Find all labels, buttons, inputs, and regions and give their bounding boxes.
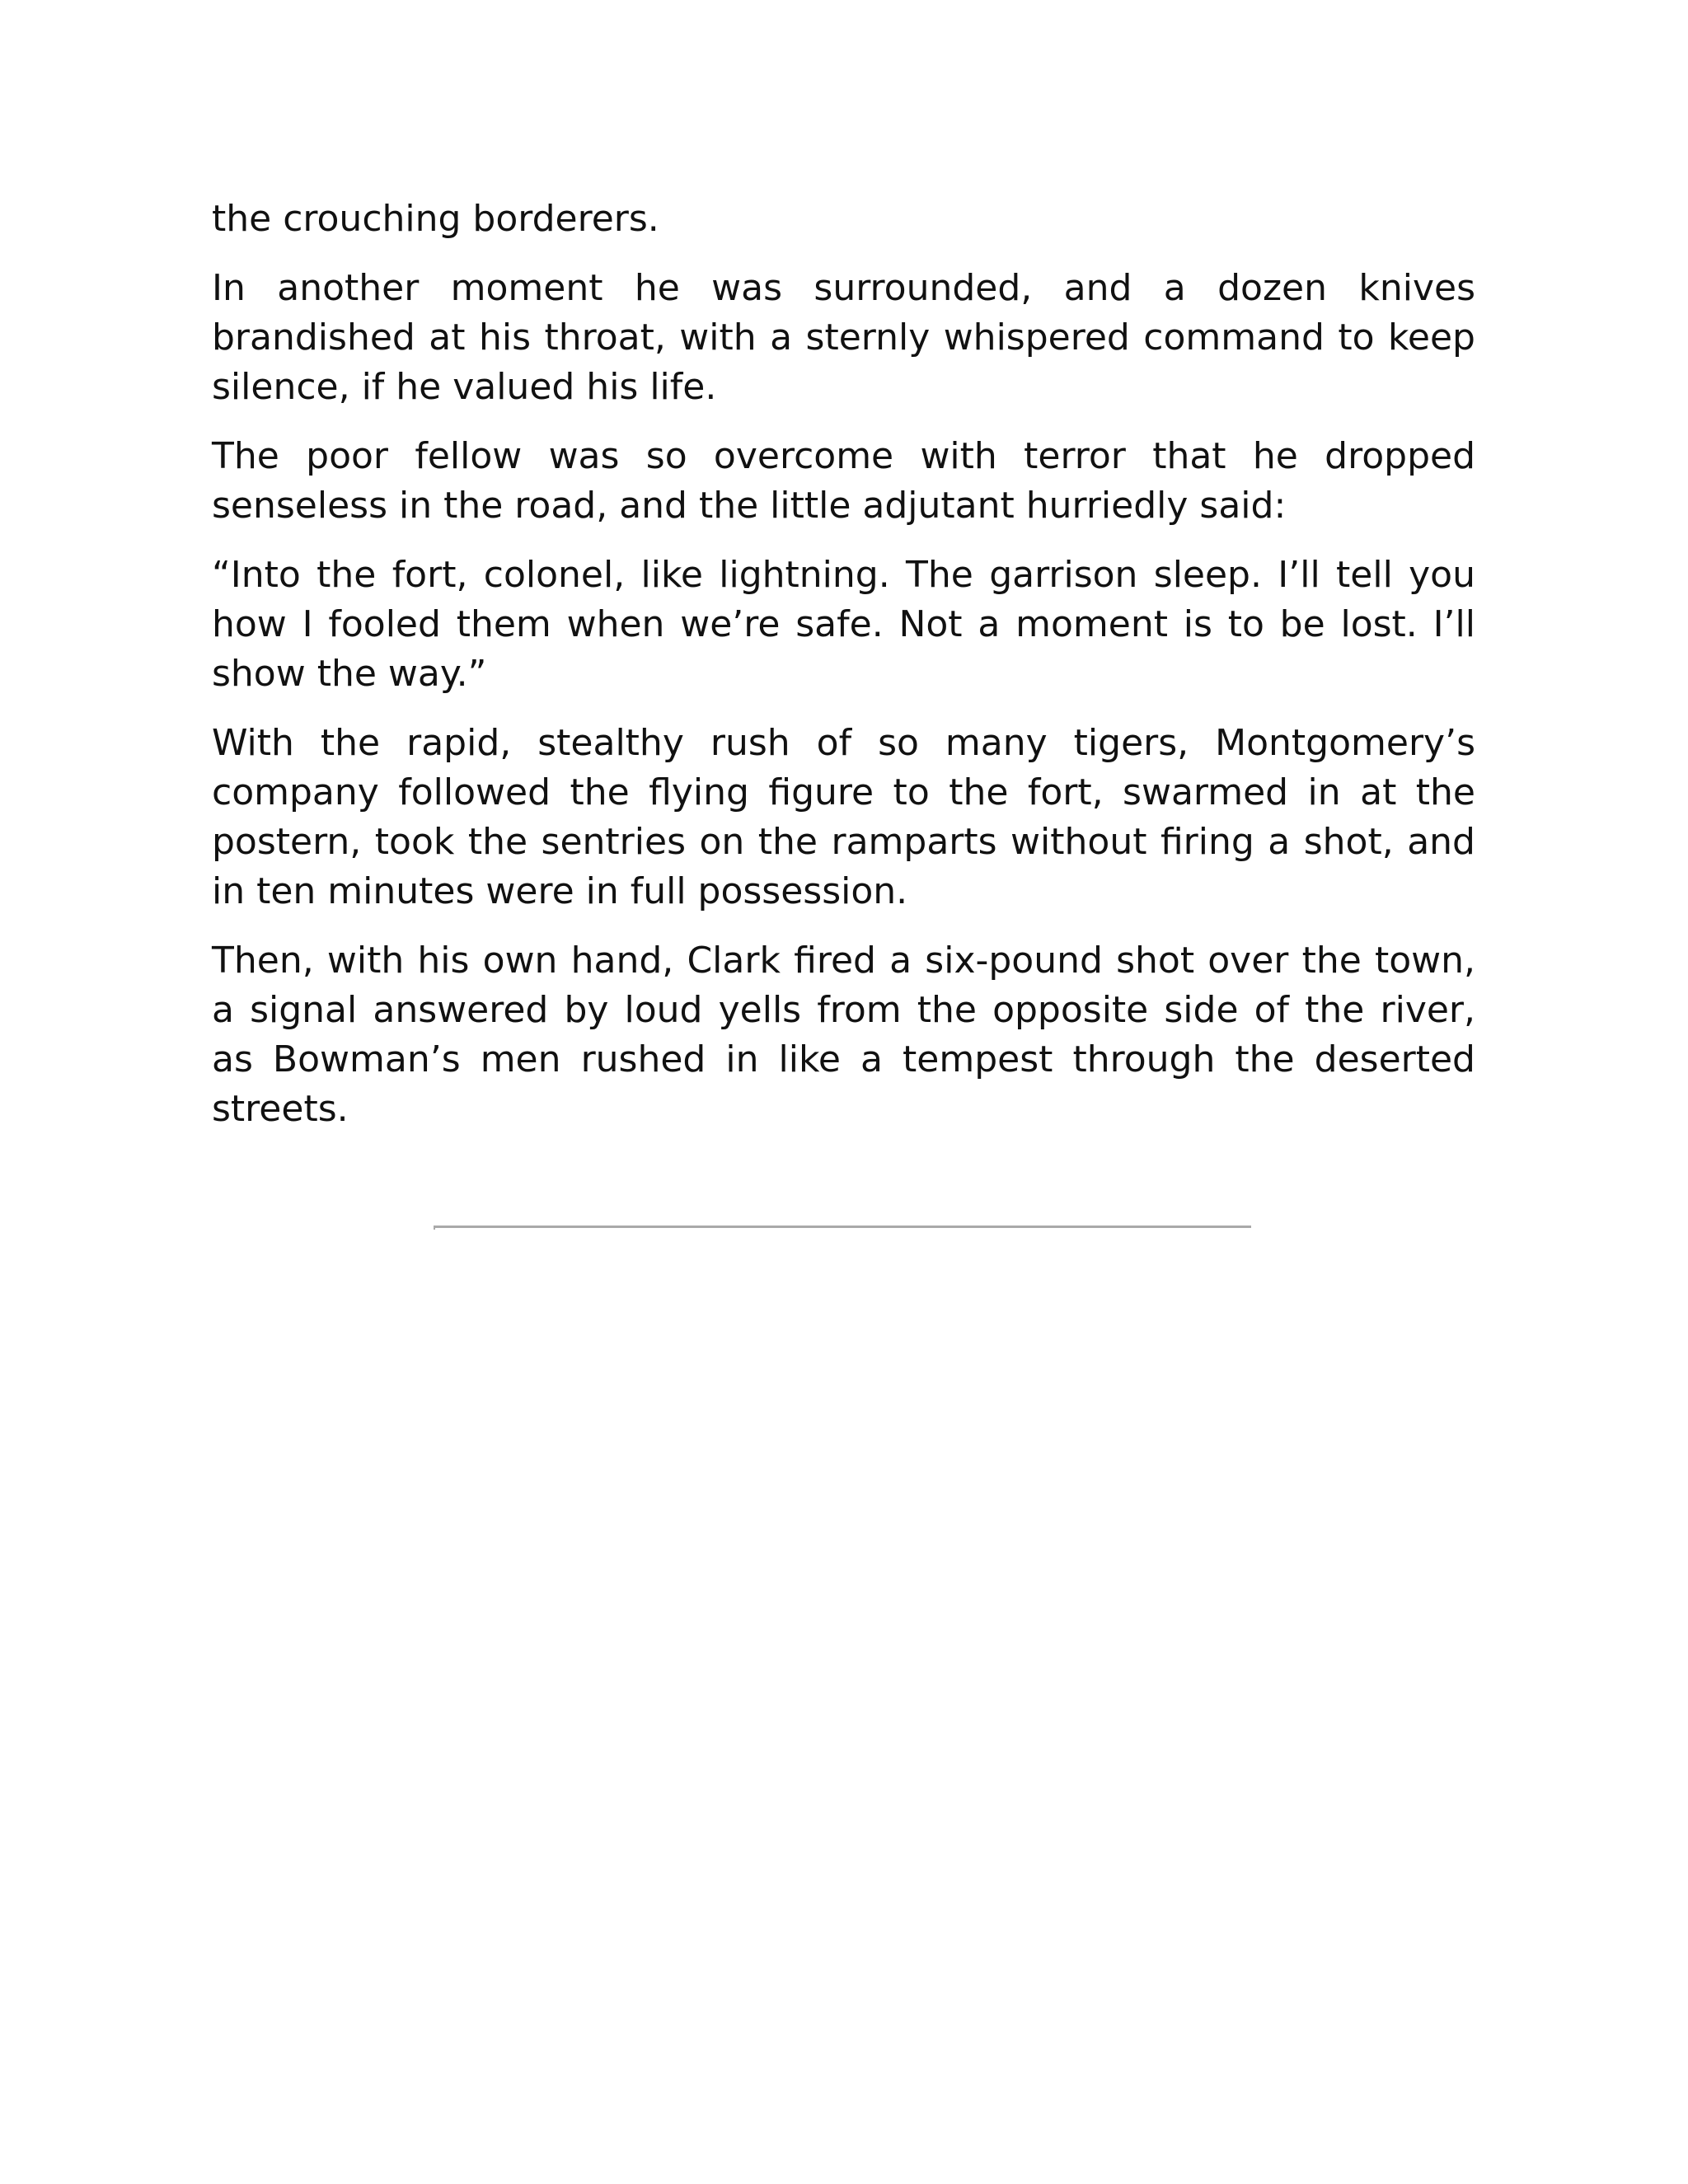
paragraph-3: The poor fellow was so overcome with terror that he dropped senseless in the road, and the little adjutant hurriedly said: — [212, 435, 1475, 527]
section-divider — [434, 1226, 1251, 1230]
paragraph-6: Then, with his own hand, Clark fired a six-pound shot over the town, a signal answered by loud yells from the opposite side of the river, as Bowman’s men rushed in like a tempest through the deserted streets. — [212, 940, 1475, 1130]
body-text — [212, 194, 1475, 1154]
paragraph-2: In another moment he was surrounded, and a dozen knives brandished at his throat, with a sternly whispered command to keep silence, if he valued his life. — [212, 267, 1475, 408]
paragraph-5: With the rapid, stealthy rush of so many tigers, Montgomery’s company followed the flying figure to the fort, swarmed in at the postern, took the sentries on the ramparts without firing a shot, and in ten minutes were in full possession. — [212, 722, 1475, 912]
paragraph-1: the crouching borderers. — [212, 198, 659, 240]
paragraph-4: “Into the fort, colonel, like lightning. The garrison sleep. I’ll tell you how I fooled them when we’re safe. Not a moment is to be lost. I’ll show the way.” — [212, 554, 1475, 695]
